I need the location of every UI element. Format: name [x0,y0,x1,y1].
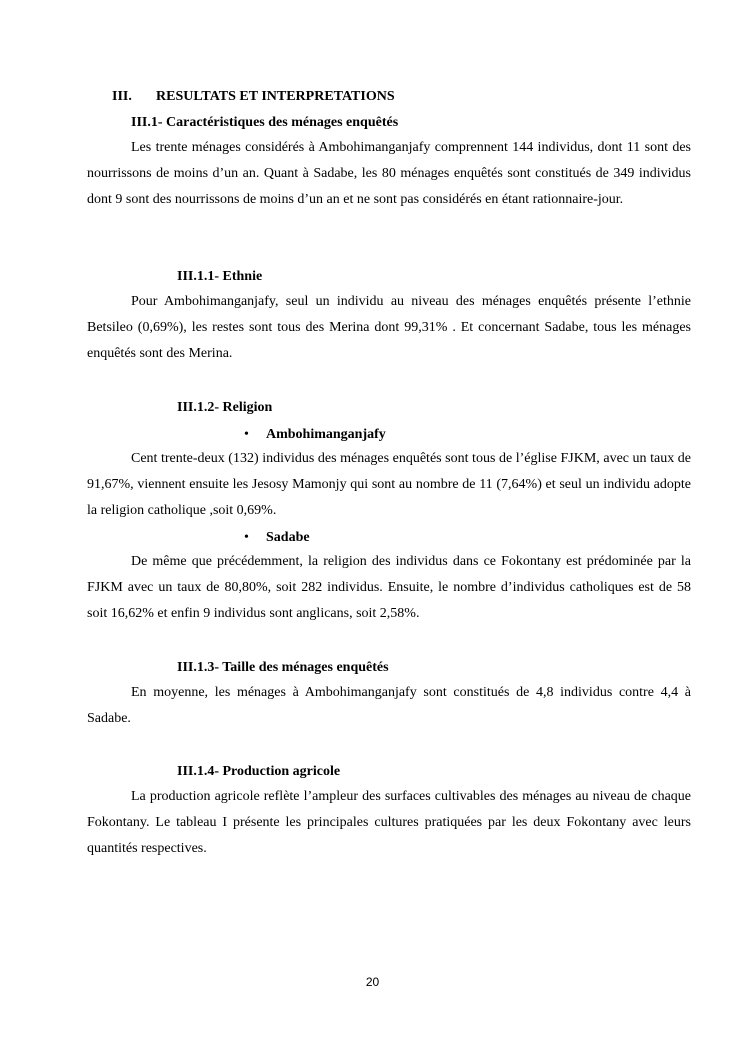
intro-paragraph: Les trente ménages considérés à Ambohimanganjafy comprennent 144 individus, dont 11 sont des nourrissons de moins d’un an. Quant à Sadabe, les 80 ménages enquêtés sont constitués de 349 individus dont 9 sont des nourrissons de moins d’un an et ne sont pas considérés en étant rationnaire-jour. [87,140,691,207]
ethnie-heading: III.1.1- Ethnie [177,269,263,284]
religion-paragraph-ambohimanganjafy: Cent trente-deux (132) individus des ménages enquêtés sont tous de l’église FJKM, avec un taux de 91,67%, viennent ensuite les Jesosy Mamonjy qui sont au nombre de 11 (7,64%) et seul un individu adopte la religion catholique ,soit 0,69%. [87,451,691,518]
page-number: 20 [365,975,380,989]
ethnie-paragraph: Pour Ambohimanganjafy, seul un individu au niveau des ménages enquêtés présente l’ethnie Betsileo (0,69%), les restes sont tous des Merina dont 99,31% . Et concernant Sadabe, tous les ménages enquêtés sont des Merina. [87,294,691,361]
section-title: RESULTATS ET INTERPRETATIONS [156,89,395,104]
section-number: III. [112,89,132,104]
bullet-label: Ambohimanganjafy [266,427,386,442]
production-heading: III.1.4- Production agricole [177,764,341,779]
religion-paragraph-sadabe: De même que précédemment, la religion des individus dans ce Fokontany est prédominée par la FJKM avec un taux de 80,80%, soit 282 individus. Ensuite, le nombre d’individus catholiques est de 58 soit 16,62% et enfin 9 individus sont anglicans, soit 2,58%. [87,554,691,621]
religion-bullet-ambohimanganjafy [244,426,386,444]
bullet-label: Sadabe [266,530,310,545]
bullet-icon: • [244,530,249,545]
religion-heading: III.1.2- Religion [177,400,273,415]
production-paragraph: La production agricole reflète l’ampleur des surfaces cultivables des ménages au niveau de chaque Fokontany. Le tableau I présente les principales cultures pratiquées par les deux Fokontany avec leurs quantités respectives. [87,789,691,856]
taille-paragraph: En moyenne, les ménages à Ambohimanganjafy sont constitués de 4,8 individus contre 4,4 à Sadabe. [87,685,691,726]
bullet-icon: • [244,427,249,442]
religion-bullet-sadabe [244,529,310,547]
section-heading [112,88,395,106]
subsection-heading: III.1- Caractéristiques des ménages enquêtés [131,115,399,130]
taille-heading: III.1.3- Taille des ménages enquêtés [177,660,389,675]
